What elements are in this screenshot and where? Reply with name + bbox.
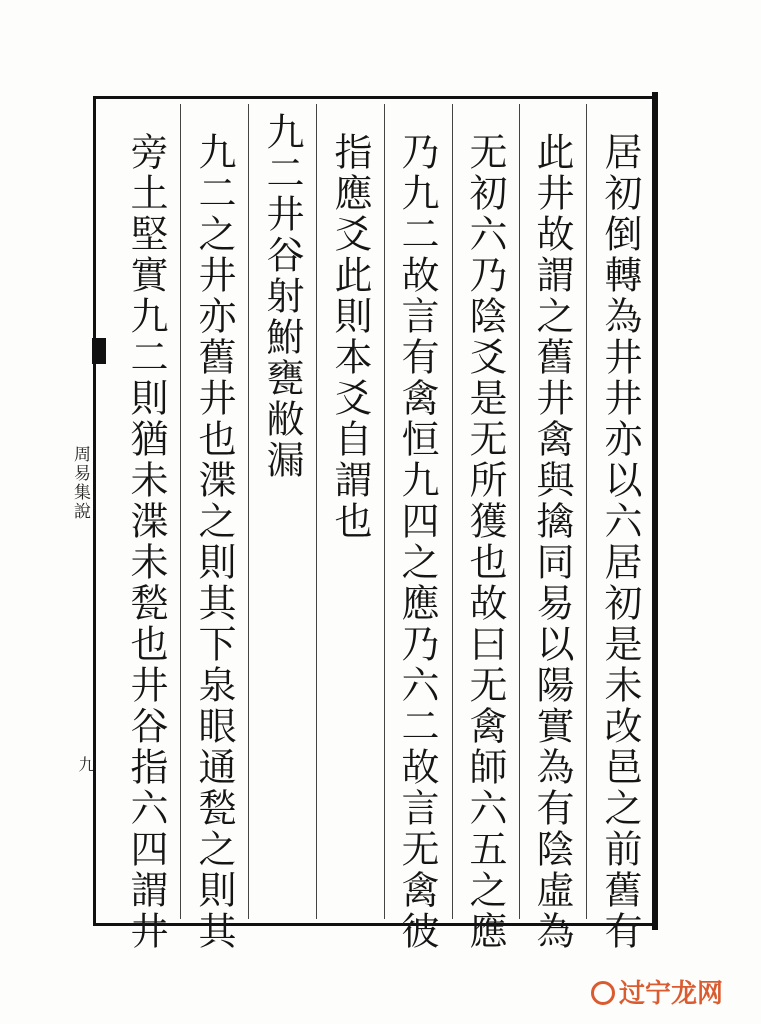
right-border-rule (652, 92, 658, 930)
text-column-3: 无初六乃陰爻是无所獲也故曰无禽師六五之應 (463, 132, 507, 952)
text-column-8: 旁土堅實九二則猶未渫未甃也井谷指六四謂井 (124, 132, 168, 952)
text-column-5: 指應爻此則本爻自謂也 (328, 132, 372, 542)
watermark-logo-icon (591, 981, 615, 1005)
column-divider (519, 104, 520, 919)
text-column-7: 九二之井亦舊井也渫之則其下泉眼通甃之則其 (192, 132, 236, 952)
column-divider (452, 104, 453, 919)
text-column-6: 九二井谷射鮒甕敝漏 (260, 112, 304, 481)
text-column-4: 乃九二故言有禽恒九四之應乃六二故言无禽彼 (395, 132, 439, 952)
column-divider (384, 104, 385, 919)
text-column-2: 此井故謂之舊井禽與擒同易以陽實為有陰虛為 (530, 132, 574, 952)
watermark-text: 过宁龙网 (618, 979, 723, 1009)
margin-ornament (62, 96, 96, 356)
column-divider (248, 104, 249, 919)
column-divider (586, 104, 587, 919)
text-column-1: 居初倒轉為井井亦以六居初是未改邑之前舊有 (598, 132, 642, 952)
site-watermark (591, 973, 723, 1010)
column-divider (180, 104, 181, 919)
column-divider (316, 104, 317, 919)
margin-book-title: 周易集說 (70, 445, 90, 521)
margin-page-number: 九 (76, 756, 95, 772)
